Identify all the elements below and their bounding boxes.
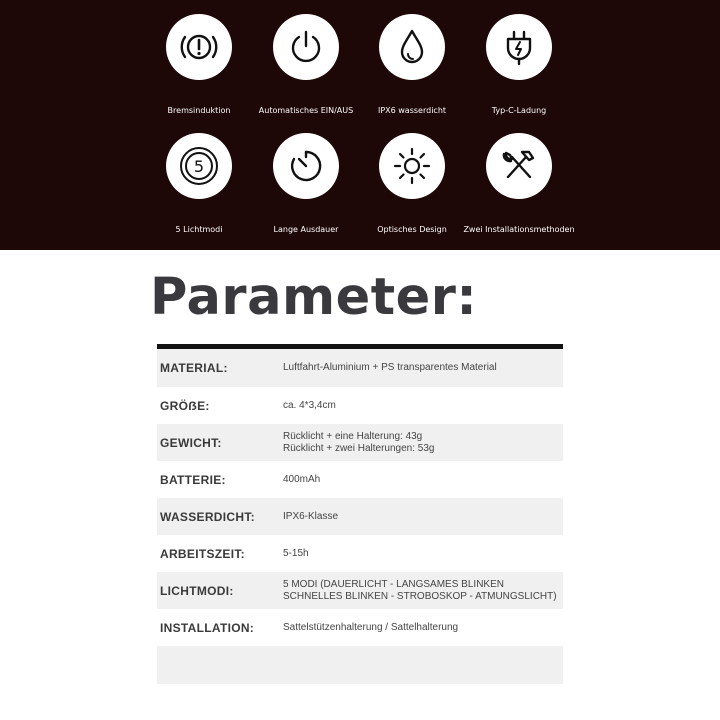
page-title: Parameter: bbox=[150, 268, 478, 327]
param-value bbox=[283, 431, 434, 455]
feature-circle bbox=[273, 14, 339, 80]
five-modes-number: 5 bbox=[193, 157, 205, 176]
param-key: WASSERDICHT: bbox=[160, 509, 255, 524]
param-value: Sattelstützenhalterung / Sattelhalterung bbox=[283, 621, 459, 633]
tools-icon bbox=[496, 143, 542, 189]
timer-icon bbox=[283, 143, 329, 189]
table-row bbox=[157, 572, 563, 609]
feature-label: IPX6 wasserdicht bbox=[377, 106, 447, 115]
feature-circle bbox=[166, 133, 232, 199]
feature-installation bbox=[439, 133, 599, 234]
param-key: GEWICHT: bbox=[160, 435, 222, 450]
charging-plug-icon bbox=[496, 24, 542, 70]
param-key: MATERIAL: bbox=[160, 361, 228, 375]
feature-typec bbox=[439, 14, 599, 115]
feature-label: 5 Lichtmodi bbox=[175, 225, 223, 234]
table-row bbox=[157, 461, 563, 498]
table-row bbox=[157, 349, 563, 387]
table-row bbox=[157, 646, 563, 684]
brake-warning-icon bbox=[176, 24, 222, 70]
feature-circle bbox=[379, 133, 445, 199]
feature-label: Typ-C-Ladung bbox=[491, 106, 547, 115]
feature-label: Lange Ausdauer bbox=[273, 225, 339, 234]
param-value: 400mAh bbox=[283, 473, 321, 485]
features-banner bbox=[0, 0, 720, 250]
feature-label: Zwei Installationsmethoden bbox=[463, 225, 575, 234]
param-key: ARBEITSZEIT: bbox=[160, 546, 245, 561]
param-key: BATTERIE: bbox=[160, 472, 226, 487]
feature-circle bbox=[486, 133, 552, 199]
power-icon bbox=[283, 24, 329, 70]
feature-circle bbox=[486, 14, 552, 80]
table-row bbox=[157, 424, 563, 461]
feature-label: Bremsinduktion bbox=[167, 106, 231, 115]
feature-label: Automatisches EIN/AUS bbox=[258, 106, 354, 115]
parameter-table bbox=[157, 344, 563, 684]
param-value: IPX6-Klasse bbox=[283, 510, 339, 522]
five-modes-icon bbox=[176, 143, 222, 189]
table-row bbox=[157, 609, 563, 646]
param-value-line: SCHNELLES BLINKEN - STROBOSKOP - ATMUNGSLICHT) bbox=[283, 590, 557, 602]
param-value-line: Rücklicht + zwei Halterungen: 53g bbox=[283, 442, 435, 454]
water-drop-icon bbox=[389, 24, 435, 70]
table-row bbox=[157, 387, 563, 424]
table-row bbox=[157, 498, 563, 535]
table-row bbox=[157, 535, 563, 572]
param-value: ca. 4*3,4cm bbox=[283, 399, 336, 411]
param-value bbox=[283, 579, 557, 603]
feature-circle bbox=[166, 14, 232, 80]
feature-circle bbox=[273, 133, 339, 199]
param-value: 5-15h bbox=[283, 547, 309, 559]
param-value-line: 5 MODI (DAUERLICHT - LANGSAMES BLINKEN bbox=[283, 578, 504, 590]
param-key: LICHTMODI: bbox=[160, 583, 234, 598]
param-value-line: Rücklicht + eine Halterung: 43g bbox=[283, 430, 423, 442]
param-key: GRÖẞE: bbox=[160, 398, 210, 413]
feature-label: Optisches Design bbox=[377, 225, 447, 234]
param-key: INSTALLATION: bbox=[160, 620, 255, 635]
feature-circle bbox=[379, 14, 445, 80]
sun-icon bbox=[389, 143, 435, 189]
param-value: Luftfahrt-Aluminium + PS transparentes Material bbox=[283, 362, 497, 373]
